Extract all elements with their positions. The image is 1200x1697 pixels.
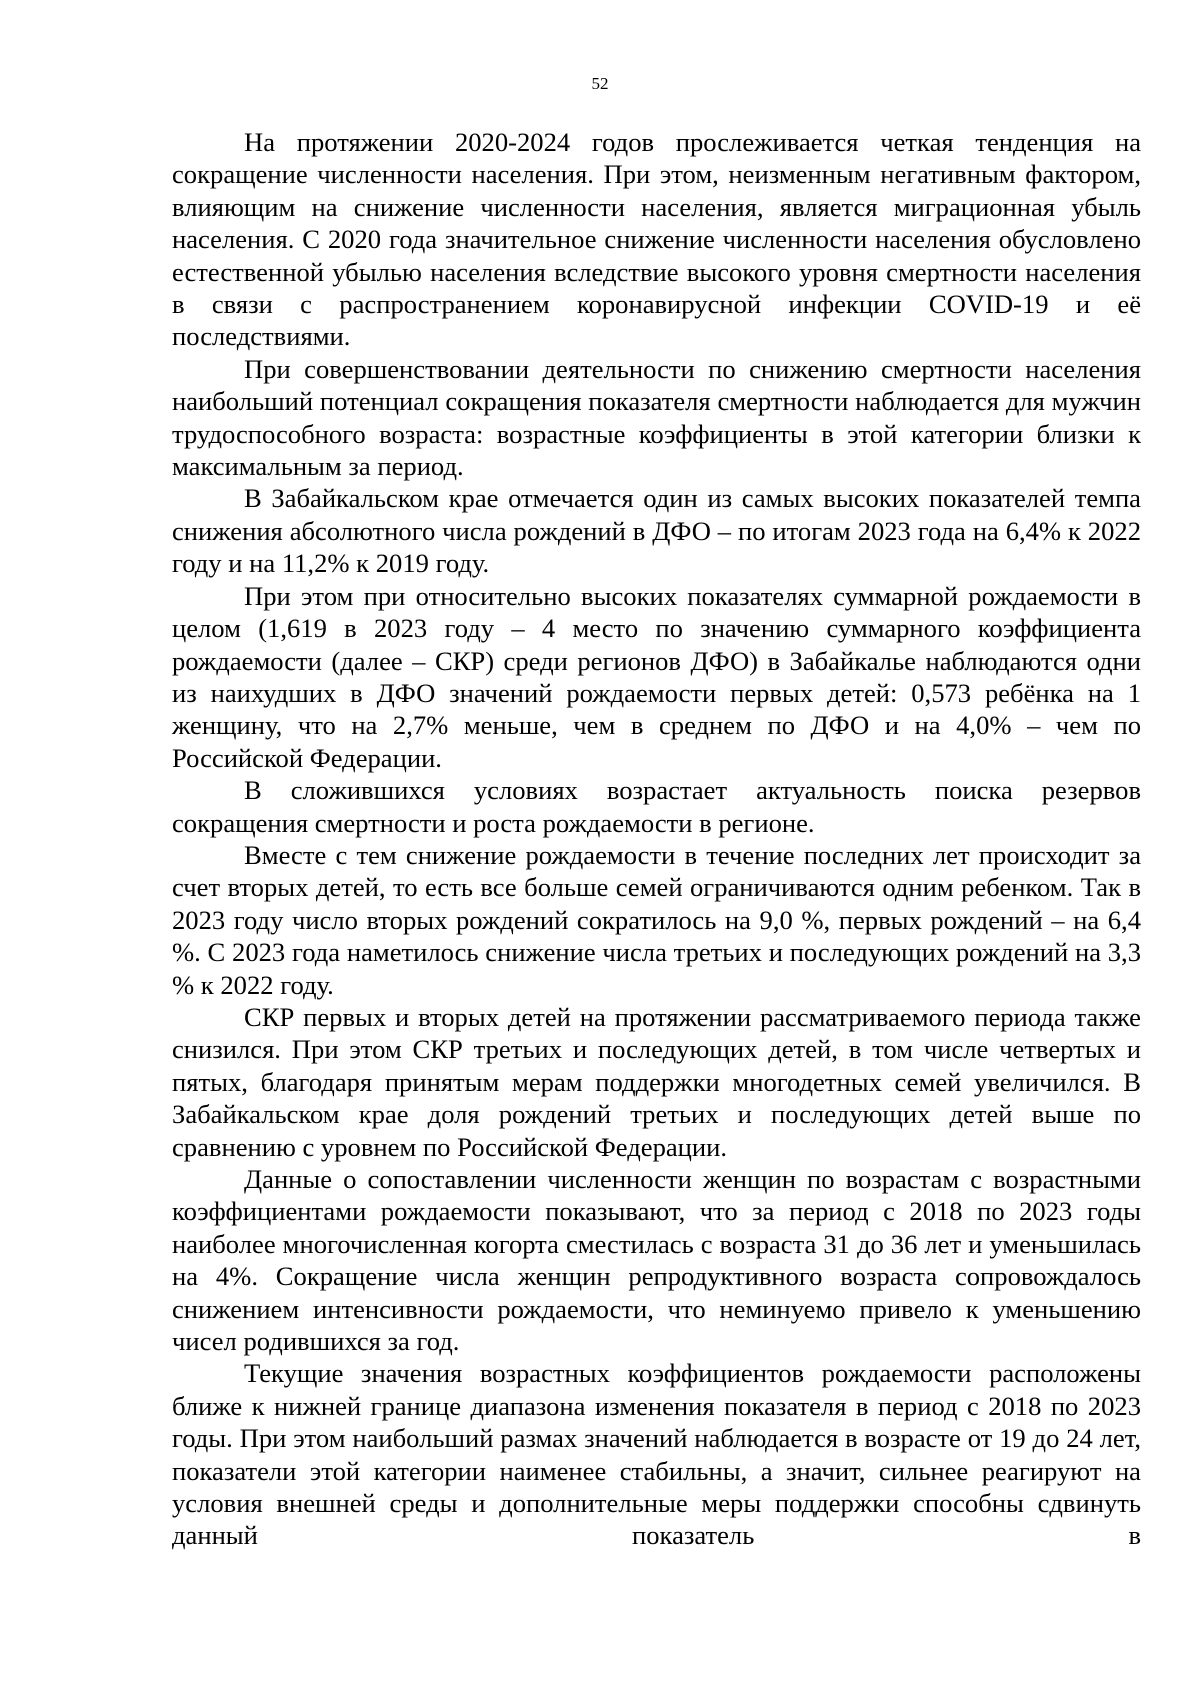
- page-number: 52: [591, 74, 609, 93]
- paragraph-population-decline: На протяжении 2020-2024 годов прослеживается четкая тенденция на сокращение численности населения. При этом, неизменным негативным фактором, влияющим на снижение численности населения, является миграционная убыль населения. С 2020 года значительное снижение численности населения обусловлено естественной убылью населения вследствие высокого уровня смертности населения в связи с распространением коронавирусной инфекции COVID-19 и её последствиями.: [172, 127, 1141, 352]
- body-text: [172, 126, 1141, 1552]
- paragraph-skr-dynamics: СКР первых и вторых детей на протяжении рассматриваемого периода также снизился. При этом СКР третьих и последующих детей, в том числе четвертых и пятых, благодаря принятым мерам поддержки многодетных семей увеличился. В Забайкальском крае доля рождений третьих и последующих детей выше по сравнению с уровнем по Российской Федерации.: [172, 1001, 1141, 1162]
- paragraph-age-coefficients: Текущие значения возрастных коэффициентов рождаемости расположены ближе к нижней границе диапазона изменения показателя в период с 2018 по 2023 годы. При этом наибольший размах значений наблюдается в возрасте от 19 до 24 лет, показатели этой категории наименее стабильны, а значит, сильнее реагируют на условия внешней среды и дополнительные меры поддержки способны сдвинуть данный показатель в: [172, 1358, 1141, 1551]
- paragraph-mortality-potential: При совершенствовании деятельности по снижению смертности населения наибольший потенциал сокращения показателя смертности наблюдается для мужчин трудоспособного возраста: возрастные коэффициенты в этой категории близки к максимальным за период.: [172, 353, 1141, 482]
- paragraph-total-fertility: При этом при относительно высоких показателях суммарной рождаемости в целом (1,619 в 2023 году – 4 место по значению суммарного коэффициента рождаемости (далее – СКР) среди регионов ДФО) в Забайкалье наблюдаются одни из наихудших в ДФО значений рождаемости первых детей: 0,573 ребёнка на 1 женщину, что на 2,7% меньше, чем в среднем по ДФО и на 4,0% – чем по Российской Федерации.: [172, 580, 1141, 773]
- paragraph-birth-rate-decline: В Забайкальском крае отмечается один из самых высоких показателей темпа снижения абсолютного числа рождений в ДФО – по итогам 2023 года на 6,4% к 2022 году и на 11,2% к 2019 году.: [172, 483, 1141, 579]
- paragraph-second-children: Вместе с тем снижение рождаемости в течение последних лет происходит за счет вторых детей, то есть все больше семей ограничиваются одним ребенком. Так в 2023 году число вторых рождений сократилось на 9,0 %, первых рождений – на 6,4 %. С 2023 года наметилось снижение числа третьих и последующих рождений на 3,3 % к 2022 году.: [172, 839, 1141, 1000]
- paragraph-reserves: В сложившихся условиях возрастает актуальность поиска резервов сокращения смертности и роста рождаемости в регионе.: [172, 775, 1141, 838]
- paragraph-women-cohort: Данные о сопоставлении численности женщин по возрастам с возрастными коэффициентами рождаемости показывают, что за период с 2018 по 2023 годы наиболее многочисленная когорта сместилась с возраста 31 до 36 лет и уменьшилась на 4%. Сокращение числа женщин репродуктивного возраста сопровождалось снижением интенсивности рождаемости, что неминуемо привело к уменьшению чисел родившихся за год.: [172, 1164, 1141, 1357]
